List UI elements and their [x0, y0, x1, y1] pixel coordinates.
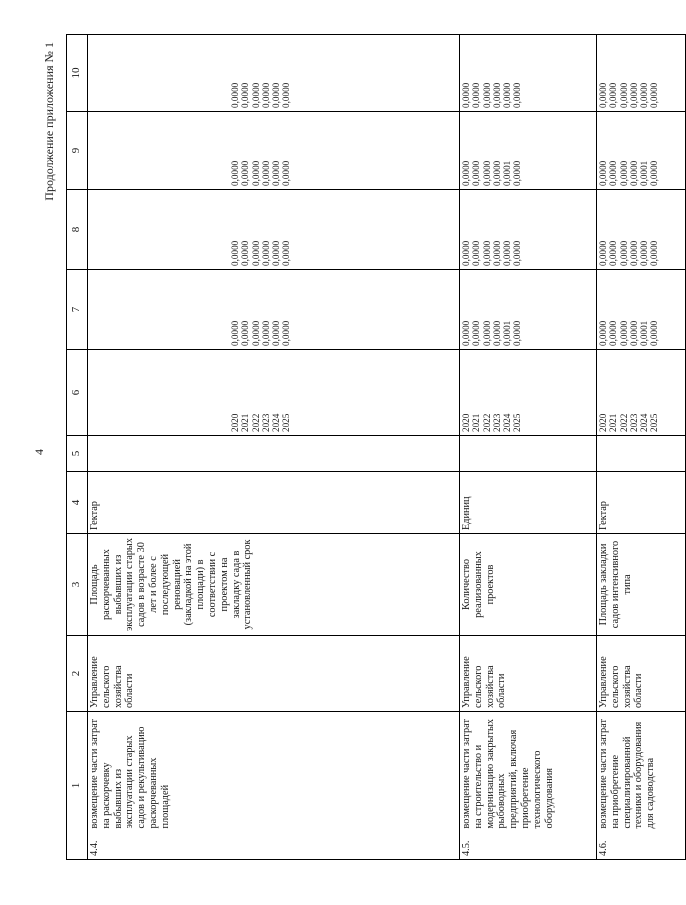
cell-value: 0,0000	[271, 160, 282, 186]
row-index: 4.4.	[88, 832, 460, 860]
cell-value: 0,0000	[471, 82, 482, 108]
cell-value: 2024	[502, 413, 513, 432]
cell-value: 0,0000	[649, 240, 660, 266]
row-unit: Единиц	[460, 472, 597, 534]
cell-value: 0,0000	[608, 82, 619, 108]
indicator-table	[66, 34, 686, 860]
cell-value: 0,0000	[628, 240, 639, 266]
cell-value: 0,0000	[260, 82, 271, 108]
row-unit: Гектар	[597, 472, 686, 534]
header-cell-10: 10	[67, 35, 88, 112]
header-cell-3: 3	[67, 534, 88, 636]
row-index: 4.6.	[597, 832, 686, 860]
row-col5	[597, 436, 686, 472]
table-row	[597, 35, 686, 860]
cell-value: 0,0000	[271, 82, 282, 108]
cell-value: 2025	[512, 413, 523, 432]
cell-value: 2020	[598, 413, 608, 432]
cell-value: 2022	[250, 413, 261, 432]
cell-value: 0,0000	[250, 160, 261, 186]
cell-value: 2021	[608, 413, 619, 432]
header-cell-7: 7	[67, 270, 88, 350]
cell-value: 2023	[491, 413, 502, 432]
cell-value: 0,0000	[481, 240, 492, 266]
cell-value: 0,0000	[230, 320, 240, 346]
cell-value: 0,0000	[461, 82, 471, 108]
row-col8-values	[597, 190, 686, 270]
appendix-title: Продолжение приложения № 1	[42, 42, 56, 201]
cell-value: 2020	[461, 413, 471, 432]
row-organization: Управление сельского хозяйства области	[460, 636, 597, 712]
cell-value: 0,0000	[240, 82, 251, 108]
cell-value: 0,0000	[491, 160, 502, 186]
row-organization: Управление сельского хозяйства области	[597, 636, 686, 712]
cell-value: 2021	[471, 413, 482, 432]
cell-value: 0,0000	[608, 240, 619, 266]
cell-value: 0,0000	[461, 160, 471, 186]
row-description: возмещение части затрат на строительство и модернизацию закрытых рыбоводных предприятий, включая приобретение технологического оборудования	[460, 712, 597, 832]
cell-value: 0,0000	[240, 160, 251, 186]
cell-value: 0,0000	[649, 82, 660, 108]
cell-value: 0,0000	[461, 240, 471, 266]
cell-value: 0,0000	[471, 320, 482, 346]
cell-value: 2021	[240, 413, 251, 432]
cell-value: 0,0000	[471, 160, 482, 186]
page-number: 4	[32, 449, 46, 455]
cell-value: 0,0000	[481, 82, 492, 108]
cell-value: 0,0000	[271, 240, 282, 266]
row-col7-values	[597, 270, 686, 350]
cell-value: 0,0000	[628, 160, 639, 186]
cell-value: 0,0000	[461, 320, 471, 346]
row-col10-values	[88, 35, 460, 112]
cell-value: 0,0000	[240, 320, 251, 346]
table-row	[460, 35, 597, 860]
header-cell-5: 5	[67, 436, 88, 472]
table-row	[88, 35, 460, 860]
cell-value: 0,0000	[281, 82, 292, 108]
cell-value: 0,0000	[598, 240, 608, 266]
cell-value: 2022	[618, 413, 629, 432]
cell-value: 0,0001	[502, 320, 513, 346]
header-cell-9: 9	[67, 112, 88, 190]
cell-value: 0,0000	[281, 160, 292, 186]
cell-value: 0,0000	[260, 160, 271, 186]
row-col9-values	[460, 112, 597, 190]
cell-value: 0,0000	[230, 82, 240, 108]
cell-value: 0,0000	[281, 320, 292, 346]
cell-value: 0,0000	[649, 160, 660, 186]
header-row	[67, 35, 88, 860]
header-cell-2: 2	[67, 636, 88, 712]
cell-value: 0,0000	[649, 320, 660, 346]
cell-value: 0,0000	[628, 82, 639, 108]
header-cell-8: 8	[67, 190, 88, 270]
row-years	[460, 350, 597, 436]
row-years	[597, 350, 686, 436]
cell-value: 0,0000	[598, 160, 608, 186]
cell-value: 0,0000	[281, 240, 292, 266]
row-unit: Гектар	[88, 472, 460, 534]
row-col7-values	[460, 270, 597, 350]
cell-value: 0,0001	[639, 160, 650, 186]
cell-value: 2025	[649, 413, 660, 432]
row-col8-values	[460, 190, 597, 270]
cell-value: 0,0000	[250, 240, 261, 266]
cell-value: 0,0000	[512, 240, 523, 266]
row-col9-values	[597, 112, 686, 190]
row-indicator: Количество реализованных проектов	[460, 534, 597, 636]
cell-value: 0,0000	[250, 82, 261, 108]
cell-value: 0,0000	[271, 320, 282, 346]
cell-value: 0,0000	[260, 240, 271, 266]
cell-value: 0,0000	[618, 320, 629, 346]
row-col5	[460, 436, 597, 472]
cell-value: 0,0000	[240, 240, 251, 266]
header-cell-4: 4	[67, 472, 88, 534]
cell-value: 0,0000	[250, 320, 261, 346]
cell-value: 0,0000	[491, 320, 502, 346]
cell-value: 0,0000	[502, 240, 513, 266]
row-organization: Управление сельского хозяйства области	[88, 636, 460, 712]
cell-value: 2020	[230, 413, 240, 432]
row-col5	[88, 436, 460, 472]
cell-value: 0,0000	[491, 240, 502, 266]
cell-value: 0,0000	[260, 320, 271, 346]
cell-value: 0,0000	[628, 320, 639, 346]
row-col10-values	[460, 35, 597, 112]
cell-value: 0,0000	[502, 82, 513, 108]
cell-value: 2024	[639, 413, 650, 432]
header-cell-1: 1	[67, 712, 88, 860]
cell-value: 0,0000	[618, 240, 629, 266]
cell-value: 0,0000	[608, 160, 619, 186]
row-col9-values	[88, 112, 460, 190]
cell-value: 0,0000	[639, 82, 650, 108]
cell-value: 0,0000	[618, 82, 629, 108]
cell-value: 0,0000	[491, 82, 502, 108]
row-col8-values	[88, 190, 460, 270]
cell-value: 0,0000	[230, 160, 240, 186]
cell-value: 0,0000	[471, 240, 482, 266]
cell-value: 2022	[481, 413, 492, 432]
cell-value: 0,0000	[481, 160, 492, 186]
row-indicator: Площадь раскорчеванных выбывших из эксплуатации старых садов в возрасте 30 лет и более с последующей реновацией (закладкой на этой площади) в соответствии с проектом на закладку сада в установленный срок	[88, 534, 460, 636]
cell-value: 0,0000	[481, 320, 492, 346]
cell-value: 0,0000	[598, 82, 608, 108]
cell-value: 0,0000	[598, 320, 608, 346]
cell-value: 0,0001	[502, 160, 513, 186]
row-description: возмещение части затрат на раскорчевку выбывших из эксплуатации старых садов и рекультивацию раскорчеванных площадей	[88, 712, 460, 832]
row-years	[88, 350, 460, 436]
cell-value: 0,0000	[608, 320, 619, 346]
cell-value: 0,0000	[230, 240, 240, 266]
rotated-sheet	[20, 12, 660, 892]
row-col10-values	[597, 35, 686, 112]
header-cell-6: 6	[67, 350, 88, 436]
row-description: возмещение части затрат на приобретение специализированной техники и оборудования для садоводства	[597, 712, 686, 832]
cell-value: 2023	[260, 413, 271, 432]
row-indicator: Площадь закладки садов интенсивного типа	[597, 534, 686, 636]
cell-value: 0,0000	[512, 82, 523, 108]
cell-value: 2024	[271, 413, 282, 432]
row-index: 4.5.	[460, 832, 597, 860]
cell-value: 0,0000	[512, 160, 523, 186]
cell-value: 0,0000	[618, 160, 629, 186]
cell-value: 0,0000	[512, 320, 523, 346]
cell-value: 0,0001	[639, 320, 650, 346]
cell-value: 2023	[628, 413, 639, 432]
row-col7-values	[88, 270, 460, 350]
cell-value: 0,0000	[639, 240, 650, 266]
cell-value: 2025	[281, 413, 292, 432]
